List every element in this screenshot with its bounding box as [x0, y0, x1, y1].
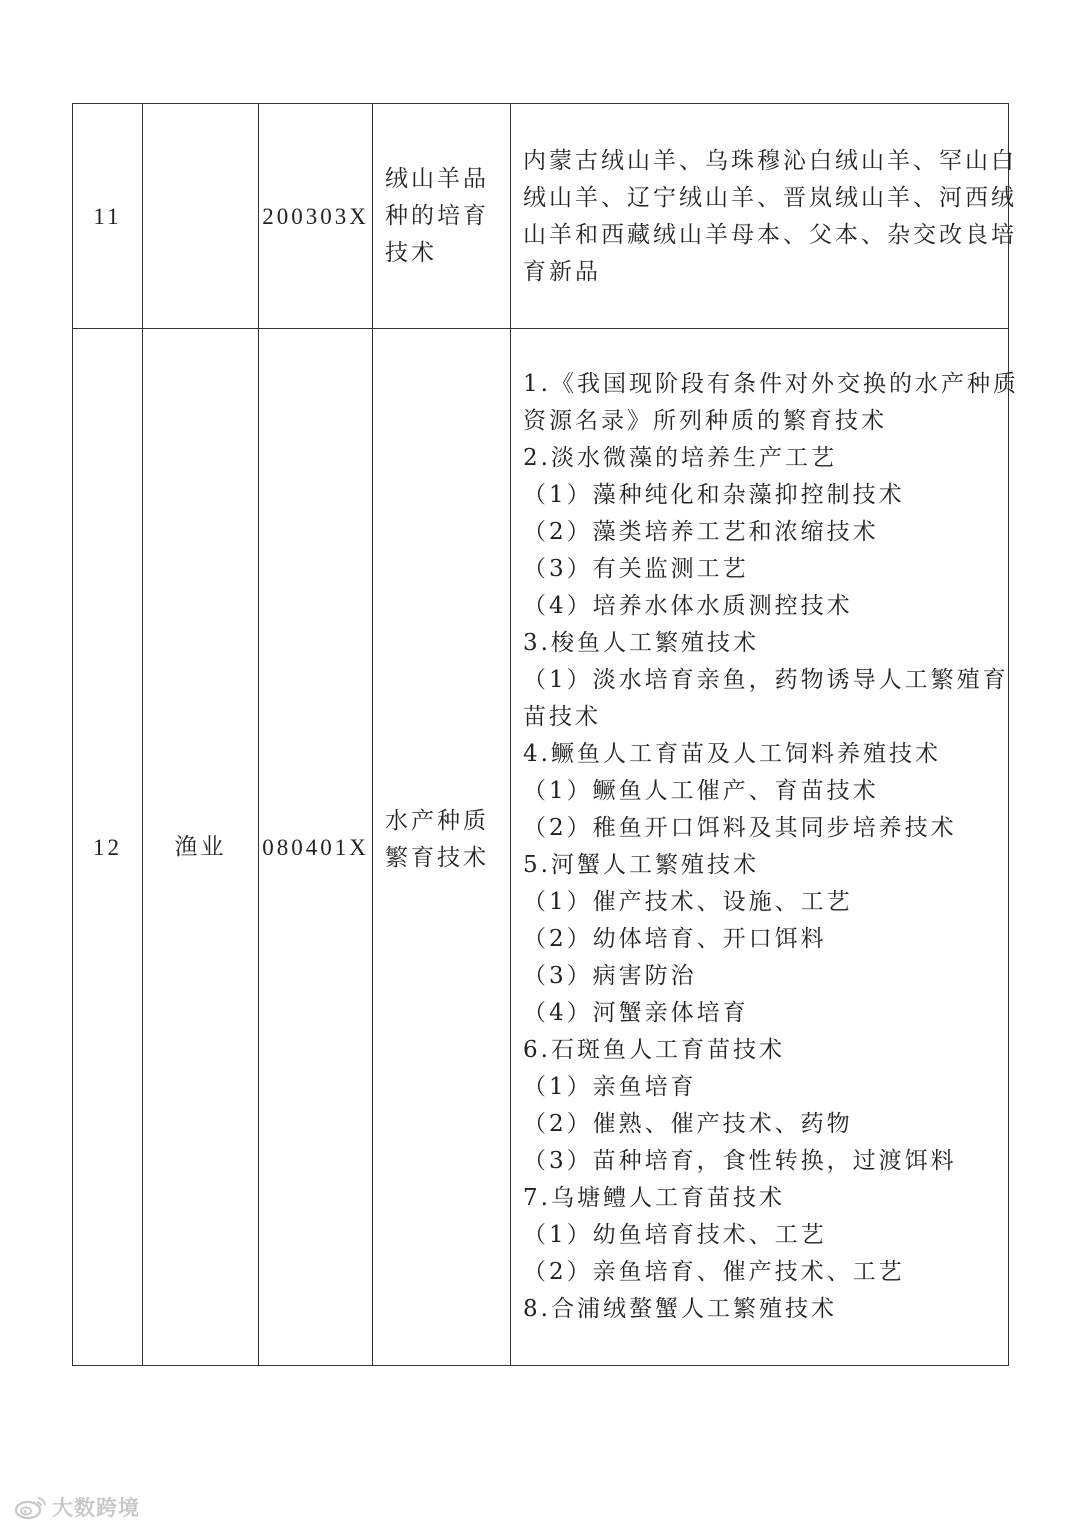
desc-line: 7.乌塘鳢人工育苗技术 — [523, 1185, 785, 1211]
code-cell: 080401X — [259, 329, 373, 1366]
desc-line: （1）催产技术、设施、工艺 — [523, 889, 853, 915]
weibo-logo-icon — [14, 1494, 48, 1520]
desc-line: 1.《我国现阶段有条件对外交换的水产种质 — [523, 371, 1019, 397]
desc-line: 3.梭鱼人工繁殖技术 — [523, 630, 759, 656]
desc-line: （1）淡水培育亲鱼，药物诱导人工繁殖育 — [523, 667, 1009, 693]
desc-line: 苗技术 — [523, 704, 601, 730]
desc-line: （2）藻类培养工艺和浓缩技术 — [523, 519, 879, 545]
desc-line: （2）催熟、催产技术、药物 — [523, 1111, 853, 1137]
desc-line: （1）鳜鱼人工催产、育苗技术 — [523, 778, 879, 804]
table-row — [73, 104, 1009, 329]
row-number: 11 — [73, 104, 143, 329]
desc-line: （2）亲鱼培育、催产技术、工艺 — [523, 1259, 905, 1285]
desc-line: 5.河蟹人工繁殖技术 — [523, 852, 759, 878]
desc-line: 8.合浦绒螯蟹人工繁殖技术 — [523, 1296, 837, 1322]
description-cell — [511, 104, 1017, 329]
desc-line: （2）稚鱼开口饵料及其同步培养技术 — [523, 815, 957, 841]
desc-line: （2）幼体培育、开口饵料 — [523, 926, 827, 952]
description-cell — [511, 329, 1019, 1366]
watermark-text: 大数跨境 — [52, 1496, 140, 1520]
desc-line: （3）有关监测工艺 — [523, 556, 749, 582]
technology-table — [72, 103, 1019, 1366]
category-cell — [143, 104, 259, 329]
technology-name-cell — [373, 104, 511, 329]
desc-line: （3）苗种培育，食性转换，过渡饵料 — [523, 1148, 957, 1174]
category-cell: 渔业 — [143, 329, 259, 1366]
technology-name-cell — [373, 329, 511, 1366]
name-line: 绒山羊品 — [385, 165, 489, 192]
name-line: 繁育技术 — [385, 845, 489, 871]
desc-line: 内蒙古绒山羊、乌珠穆沁白绒山羊、罕山白 — [523, 148, 1017, 174]
desc-line: 育新品 — [523, 259, 601, 285]
desc-line: 2.淡水微藻的培养生产工艺 — [523, 445, 837, 471]
desc-line: （3）病害防治 — [523, 963, 697, 989]
desc-line: （4）河蟹亲体培育 — [523, 1000, 749, 1026]
desc-line: 绒山羊、辽宁绒山羊、晋岚绒山羊、河西绒 — [523, 185, 1017, 211]
name-line: 种的培育 — [385, 202, 489, 229]
code-cell: 200303X — [259, 104, 373, 329]
desc-line: 6.石斑鱼人工育苗技术 — [523, 1037, 785, 1063]
name-line: 水产种质 — [385, 808, 489, 834]
desc-line: 山羊和西藏绒山羊母本、父本、杂交改良培 — [523, 222, 1017, 248]
watermark — [14, 1492, 140, 1522]
desc-line: 4.鳜鱼人工育苗及人工饲料养殖技术 — [523, 741, 941, 767]
desc-line: （1）幼鱼培育技术、工艺 — [523, 1222, 827, 1248]
table-row — [73, 329, 1009, 1366]
desc-line: （1）亲鱼培育 — [523, 1074, 697, 1100]
desc-line: 资源名录》所列种质的繁育技术 — [523, 408, 887, 434]
desc-line: （4）培养水体水质测控技术 — [523, 593, 853, 619]
row-number: 12 — [73, 329, 143, 1366]
name-line: 技术 — [385, 239, 437, 266]
desc-line: （1）藻种纯化和杂藻抑控制技术 — [523, 482, 905, 508]
